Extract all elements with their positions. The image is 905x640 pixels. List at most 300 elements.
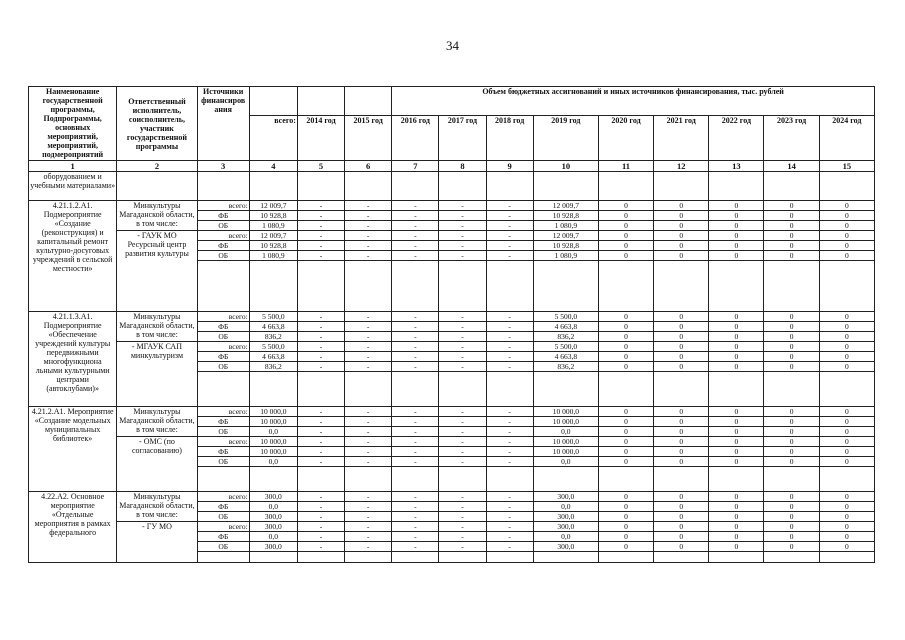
value-cell: 0 [598,542,653,552]
filler-cell [486,467,533,492]
filler-cell [486,372,533,407]
value-cell: 0 [709,457,764,467]
filler-cell [345,552,392,563]
filler-cell [297,261,344,312]
column-number: 9 [486,161,533,172]
value-cell: 0,0 [249,532,297,542]
value-cell: 0 [654,221,709,231]
value-cell: 0 [819,447,874,457]
value-cell: 300,0 [249,542,297,552]
filler-cell [654,467,709,492]
header-sources: Источники финансиров ания [197,87,249,161]
funding-source: ФБ [197,211,249,221]
value-cell: - [392,457,439,467]
value-cell: 0 [598,312,653,322]
value-cell: 0,0 [249,427,297,437]
filler-cell [598,467,653,492]
value-cell: 0 [709,512,764,522]
filler-cell [709,372,764,407]
value-cell: - [486,532,533,542]
value-cell: 0 [764,502,819,512]
value-cell: - [439,542,486,552]
value-cell: 0 [819,532,874,542]
value-cell: 0,0 [533,532,598,542]
value-cell: 0 [819,231,874,241]
value-cell: 5 500,0 [533,312,598,322]
value-cell: 0 [709,522,764,532]
value-cell: 0 [598,532,653,542]
filler-cell [533,261,598,312]
value-cell: 0 [598,322,653,332]
continuation-cell [709,172,764,201]
filler-cell [533,552,598,563]
table-row [29,522,875,532]
value-cell: 0 [598,437,653,447]
value-cell: 300,0 [249,492,297,502]
header-year: 2017 год [439,116,486,161]
column-number: 7 [392,161,439,172]
value-cell: 0 [709,532,764,542]
value-cell: 0 [819,407,874,417]
funding-source: всего: [197,437,249,447]
value-cell: 0 [598,417,653,427]
value-cell: - [345,312,392,322]
filler-cell [439,552,486,563]
value-cell: 0 [709,201,764,211]
value-cell: - [297,492,344,502]
filler-cell [345,261,392,312]
value-cell: 0 [819,512,874,522]
value-cell: - [486,447,533,457]
filler-cell [709,552,764,563]
value-cell: - [486,407,533,417]
value-cell: 0 [598,342,653,352]
value-cell: - [297,417,344,427]
value-cell: - [486,522,533,532]
value-cell: - [486,231,533,241]
responsible-entity: - ГАУК МО Ресурсный центр развития культуры [117,231,197,312]
filler-cell [345,372,392,407]
funding-source: всего: [197,312,249,322]
header-empty-3 [345,87,392,116]
page-number: 34 [446,38,459,53]
value-cell: - [486,322,533,332]
filler-cell [764,467,819,492]
value-cell: 5 500,0 [533,342,598,352]
continuation-cell [297,172,344,201]
value-cell: 836,2 [249,332,297,342]
value-cell: 0 [709,542,764,552]
value-cell: - [297,502,344,512]
value-cell: - [486,241,533,251]
value-cell: - [345,332,392,342]
funding-source: ФБ [197,352,249,362]
value-cell: - [345,352,392,362]
value-cell: 4 663,8 [249,352,297,362]
value-cell: 0,0 [249,457,297,467]
value-cell: 12 009,7 [249,201,297,211]
value-cell: - [297,241,344,251]
value-cell: 10 000,0 [249,407,297,417]
filler-cell [197,372,249,407]
value-cell: - [486,251,533,261]
value-cell: - [345,251,392,261]
value-cell: - [345,241,392,251]
filler-cell [297,552,344,563]
funding-source: ФБ [197,417,249,427]
value-cell: 0 [819,352,874,362]
column-number: 2 [117,161,197,172]
value-cell: 0 [764,457,819,467]
responsible-entity: Минкультуры Магаданской области, в том числе: [117,201,197,231]
value-cell: 0 [819,241,874,251]
value-cell: 0 [709,437,764,447]
table-row [29,492,875,502]
value-cell: 12 009,7 [533,201,598,211]
continuation-cell [249,172,297,201]
value-cell: - [439,241,486,251]
header-year: 2014 год [297,116,344,161]
value-cell: - [297,437,344,447]
filler-cell [439,467,486,492]
value-cell: 0 [598,447,653,457]
value-cell: 0 [709,502,764,512]
value-cell: 0 [654,322,709,332]
value-cell: 0 [598,512,653,522]
value-cell: - [297,407,344,417]
value-cell: 0 [654,251,709,261]
value-cell: 0 [654,447,709,457]
header-year: 2021 год [654,116,709,161]
value-cell: 10 000,0 [249,417,297,427]
value-cell: - [486,512,533,522]
value-cell: - [439,427,486,437]
continuation-cell [392,172,439,201]
value-cell: 1 080,9 [533,251,598,261]
funding-source: всего: [197,201,249,211]
continuation-cell [764,172,819,201]
funding-source: ОБ [197,457,249,467]
value-cell: 0 [709,352,764,362]
value-cell: - [392,532,439,542]
value-cell: - [392,201,439,211]
value-cell: 10 000,0 [533,417,598,427]
responsible-entity: - ОМС (по согласованию) [117,437,197,492]
value-cell: - [392,211,439,221]
column-number: 3 [197,161,249,172]
filler-cell [533,467,598,492]
value-cell: - [297,221,344,231]
value-cell: 1 080,9 [249,221,297,231]
funding-source: ФБ [197,532,249,542]
value-cell: 0 [819,322,874,332]
funding-source: ФБ [197,322,249,332]
value-cell: 0 [654,542,709,552]
column-number: 11 [598,161,653,172]
responsible-entity: Минкультуры Магаданской области, в том числе: [117,407,197,437]
header-year: 2018 год [486,116,533,161]
value-cell: - [439,352,486,362]
value-cell: - [392,352,439,362]
value-cell: - [345,427,392,437]
header-year: 2022 год [709,116,764,161]
value-cell: - [345,231,392,241]
value-cell: - [486,542,533,552]
value-cell: - [345,221,392,231]
value-cell: 0 [709,231,764,241]
filler-cell [249,552,297,563]
value-cell: 0 [709,427,764,437]
value-cell: - [297,352,344,362]
responsible-entity: - МГАУК САП минкультуризм [117,342,197,407]
responsible-entity: - ГУ МО [117,522,197,563]
value-cell: - [439,322,486,332]
value-cell: 10 000,0 [533,447,598,457]
continuation-row [29,172,875,201]
value-cell: 4 663,8 [533,322,598,332]
filler-cell [709,467,764,492]
value-cell: - [439,201,486,211]
value-cell: 0 [764,512,819,522]
filler-cell [486,552,533,563]
value-cell: 12 009,7 [533,231,598,241]
budget-table-container [28,86,875,563]
funding-source: ОБ [197,251,249,261]
value-cell: 0 [598,241,653,251]
funding-source: всего: [197,407,249,417]
value-cell: 0 [819,201,874,211]
value-cell: - [297,512,344,522]
measure-name: 4.21.1.2.А1. Подмероприятие «Создание (реконструкция) и капитальный ремонт культурно-досуговых учреждений в сельской местности» [29,201,117,312]
value-cell: 0 [654,342,709,352]
budget-table-body [29,172,875,563]
table-row [29,342,875,352]
value-cell: 0 [654,427,709,437]
filler-cell [819,372,874,407]
value-cell: 0 [598,457,653,467]
value-cell: 0 [764,332,819,342]
value-cell: 300,0 [249,512,297,522]
value-cell: 10 000,0 [533,437,598,447]
value-cell: 0 [709,407,764,417]
value-cell: 0 [598,332,653,342]
value-cell: - [392,492,439,502]
value-cell: 0 [764,211,819,221]
value-cell: 0 [764,231,819,241]
value-cell: - [345,457,392,467]
value-cell: 0 [709,342,764,352]
filler-cell [392,261,439,312]
value-cell: 0 [709,362,764,372]
value-cell: 0 [598,201,653,211]
column-number: 4 [249,161,297,172]
value-cell: 0 [764,352,819,362]
filler-cell [249,372,297,407]
value-cell: 836,2 [533,362,598,372]
column-number: 1 [29,161,117,172]
value-cell: - [486,502,533,512]
value-cell: 0 [654,492,709,502]
value-cell: 0 [819,437,874,447]
value-cell: - [392,427,439,437]
value-cell: - [392,437,439,447]
measure-name: 4.21.1.3.А1. Подмероприятие «Обеспечение учреждений культуры передвижными многофункциона льными культурными центрами (автоклубами)» [29,312,117,407]
value-cell: - [345,201,392,211]
value-cell: - [439,522,486,532]
value-cell: 300,0 [533,492,598,502]
filler-cell [598,552,653,563]
funding-source: ОБ [197,512,249,522]
value-cell: - [297,542,344,552]
value-cell: 300,0 [249,522,297,532]
value-cell: 0 [709,447,764,457]
value-cell: 0 [598,251,653,261]
value-cell: 0 [764,437,819,447]
value-cell: - [345,211,392,221]
value-cell: - [392,221,439,231]
value-cell: - [486,342,533,352]
value-cell: - [486,417,533,427]
value-cell: 0 [654,332,709,342]
value-cell: 0 [764,492,819,502]
value-cell: - [345,542,392,552]
value-cell: - [439,332,486,342]
value-cell: 0,0 [533,502,598,512]
value-cell: - [486,201,533,211]
value-cell: 0 [819,417,874,427]
value-cell: 0 [819,211,874,221]
value-cell: 0 [598,211,653,221]
value-cell: 300,0 [533,522,598,532]
filler-cell [709,261,764,312]
value-cell: - [439,407,486,417]
filler-cell [819,552,874,563]
filler-cell [197,552,249,563]
value-cell: 0 [819,427,874,437]
value-cell: - [392,522,439,532]
filler-cell [392,372,439,407]
value-cell: - [392,332,439,342]
column-number: 10 [533,161,598,172]
filler-cell [598,372,653,407]
value-cell: - [392,447,439,457]
value-cell: - [392,251,439,261]
value-cell: 0 [654,211,709,221]
filler-cell [297,372,344,407]
value-cell: 0 [764,522,819,532]
value-cell: - [392,407,439,417]
value-cell: - [297,532,344,542]
value-cell: - [345,492,392,502]
value-cell: - [345,342,392,352]
continuation-cell [345,172,392,201]
value-cell: - [297,201,344,211]
funding-source: ОБ [197,427,249,437]
value-cell: - [486,352,533,362]
filler-cell [439,261,486,312]
filler-cell [297,467,344,492]
value-cell: 0 [654,502,709,512]
continuation-cell [654,172,709,201]
value-cell: 0 [709,322,764,332]
value-cell: - [297,342,344,352]
value-cell: 0 [764,201,819,211]
value-cell: - [345,447,392,457]
value-cell: 0 [709,211,764,221]
value-cell: 4 663,8 [533,352,598,362]
value-cell: 0 [819,522,874,532]
value-cell: - [439,447,486,457]
value-cell: 1 080,9 [533,221,598,231]
value-cell: 0 [654,512,709,522]
value-cell: 0 [654,231,709,241]
value-cell: - [392,312,439,322]
value-cell: 0 [654,352,709,362]
value-cell: 0,0 [533,457,598,467]
filler-cell [197,467,249,492]
funding-source: всего: [197,522,249,532]
value-cell: 0 [764,532,819,542]
funding-source: всего: [197,231,249,241]
header-year: 2015 год [345,116,392,161]
column-number: 5 [297,161,344,172]
value-cell: 0 [598,352,653,362]
continuation-name: оборудованием и учебными материалами» [29,172,117,201]
value-cell: - [392,417,439,427]
filler-cell [249,467,297,492]
measure-name: 4.21.2.А1. Мероприятие «Создание модельных муниципальных библиотек» [29,407,117,492]
value-cell: - [392,322,439,332]
value-cell: 0 [709,241,764,251]
value-cell: 0 [709,332,764,342]
column-number: 14 [764,161,819,172]
value-cell: 0 [709,492,764,502]
value-cell: 0 [764,221,819,231]
value-cell: 5 500,0 [249,312,297,322]
value-cell: - [297,457,344,467]
filler-cell [486,261,533,312]
value-cell: - [392,512,439,522]
value-cell: - [439,362,486,372]
table-row [29,201,875,211]
value-cell: 10 000,0 [249,437,297,447]
value-cell: - [486,457,533,467]
funding-source: ОБ [197,362,249,372]
continuation-cell [117,172,197,201]
value-cell: - [439,502,486,512]
column-number: 13 [709,161,764,172]
value-cell: - [297,362,344,372]
funding-source: всего: [197,492,249,502]
value-cell: 836,2 [249,362,297,372]
value-cell: - [486,221,533,231]
value-cell: - [345,417,392,427]
value-cell: 0 [654,241,709,251]
value-cell: - [392,342,439,352]
header-total: всего: [249,116,297,161]
value-cell: 10 928,8 [249,211,297,221]
value-cell: 10 928,8 [533,211,598,221]
filler-cell [392,552,439,563]
filler-cell [764,372,819,407]
funding-source: ОБ [197,332,249,342]
funding-source: ФБ [197,447,249,457]
value-cell: - [439,512,486,522]
value-cell: - [345,437,392,447]
value-cell: 0 [709,221,764,231]
header-year: 2023 год [764,116,819,161]
responsible-entity: Минкультуры Магаданской области, в том числе: [117,312,197,342]
